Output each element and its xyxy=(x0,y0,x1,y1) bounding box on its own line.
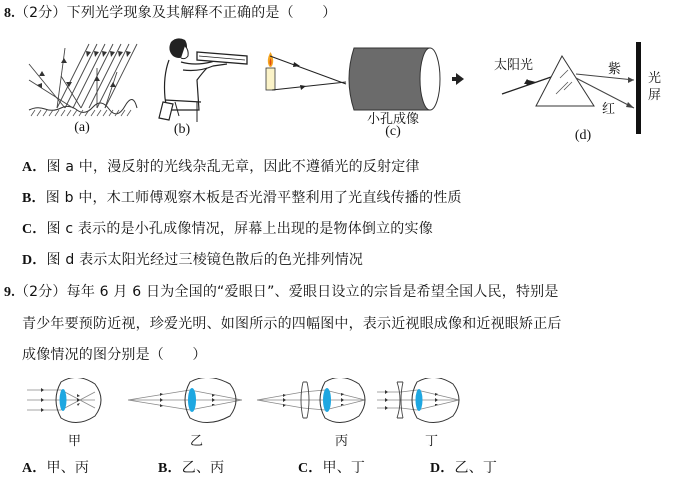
concave-corrected-eye-diagram xyxy=(375,378,465,428)
eye-label-bing: 丙 xyxy=(335,434,349,449)
q8-points: （2分） xyxy=(14,5,67,21)
eye-label-jia: 甲 xyxy=(68,434,82,449)
option-text: 甲、丙 xyxy=(46,460,90,476)
option-text: 图 d 表示太阳光经过三棱镜色散后的色光排列情况 xyxy=(46,252,364,268)
carpenter-illustration xyxy=(155,36,250,126)
red-label: 红 xyxy=(602,102,616,117)
screen-label-text: 光屏 xyxy=(648,71,662,103)
option-text: 图 a 中，漫反射的光线杂乱无章，因此不遵循光的反射定律 xyxy=(46,159,420,175)
q8-stem-text: 下列光学现象及其解释不正确的是（ ） xyxy=(66,5,337,21)
q9-option-b[interactable] xyxy=(158,459,224,478)
option-text: 乙、丙 xyxy=(181,460,225,476)
option-key: A． xyxy=(22,160,47,175)
eye-label-yi: 乙 xyxy=(190,434,204,449)
q8-option-b[interactable] xyxy=(22,189,462,208)
figure-c-label: (c) xyxy=(385,124,401,139)
inverted-candle-image xyxy=(452,73,464,85)
option-text: 图 b 中，木工师傅观察木板是否光滑平整利用了光直线传播的性质 xyxy=(45,190,462,206)
option-text: 甲、丁 xyxy=(322,460,366,476)
sunlight-label: 太阳光 xyxy=(494,58,534,73)
q9-option-d[interactable] xyxy=(430,459,497,478)
q8-option-c[interactable] xyxy=(22,220,433,239)
figure-c-caption: 小孔成像 xyxy=(366,112,419,127)
option-key: B． xyxy=(158,461,182,476)
option-key: A． xyxy=(22,461,47,476)
q8-stem xyxy=(4,4,336,23)
q8-option-d[interactable] xyxy=(22,251,363,270)
eye-figure-jia xyxy=(25,378,110,449)
figure-b-label: (b) xyxy=(173,122,191,137)
option-key: B． xyxy=(22,191,46,206)
q9-option-c[interactable] xyxy=(298,459,365,478)
lens-icon xyxy=(188,388,196,412)
candle-icon xyxy=(266,68,275,90)
screen-bar xyxy=(636,42,641,134)
figure-b-carpenter xyxy=(155,36,250,140)
eye-figure-bing xyxy=(255,378,370,449)
q9-points: （2分） xyxy=(14,284,67,300)
screen-label xyxy=(648,70,662,104)
option-key: C． xyxy=(22,222,47,237)
hyperopic-eye-diagram xyxy=(126,378,246,428)
option-text: 图 c 表示的是小孔成像情况，屏幕上出现的是物体倒立的实像 xyxy=(46,221,433,237)
q9-stem-text-2: 青少年要预防近视，珍爱光明、如图所示的四幅图中，表示近视眼成像和近视眼矫正后 xyxy=(22,316,562,332)
lens-icon xyxy=(416,389,423,411)
q9-stem-line-3 xyxy=(22,346,207,364)
q9-stem-text-1: 每年 6 月 6 日为全国的“爱眼日”、爱眼日设立的宗旨是希望全国人民，特别是 xyxy=(66,284,559,300)
figure-a-diffuse-reflection xyxy=(25,42,140,138)
lens-icon xyxy=(60,389,67,411)
lens-icon xyxy=(323,388,331,412)
figure-c-pinhole xyxy=(262,44,477,144)
q9-stem-line-2 xyxy=(22,315,562,333)
option-key: D． xyxy=(430,461,455,476)
q9-number: 9. xyxy=(4,285,15,300)
violet-label: 紫 xyxy=(608,62,622,77)
eye-figure-ding xyxy=(375,378,465,449)
pinhole-diagram xyxy=(262,44,477,114)
option-key: C． xyxy=(298,461,323,476)
option-text: 乙、丁 xyxy=(454,460,498,476)
option-key: D． xyxy=(22,253,47,268)
q9-option-a[interactable] xyxy=(22,459,89,478)
eye-figure-yi xyxy=(126,378,246,449)
figure-a-label: (a) xyxy=(74,120,90,135)
q9-stem-line-1 xyxy=(4,283,559,302)
q8-number: 8. xyxy=(4,6,15,21)
figure-d-prism xyxy=(490,38,679,146)
q8-option-a[interactable] xyxy=(22,158,420,177)
q9-stem-text-3: 成像情况的图分别是（ ） xyxy=(22,347,207,363)
myopic-eye-diagram xyxy=(25,378,110,428)
convex-corrected-eye-diagram xyxy=(255,378,370,428)
eye-label-ding: 丁 xyxy=(425,434,439,449)
figure-d-label: (d) xyxy=(574,128,592,143)
diffuse-reflection-diagram xyxy=(25,42,140,122)
